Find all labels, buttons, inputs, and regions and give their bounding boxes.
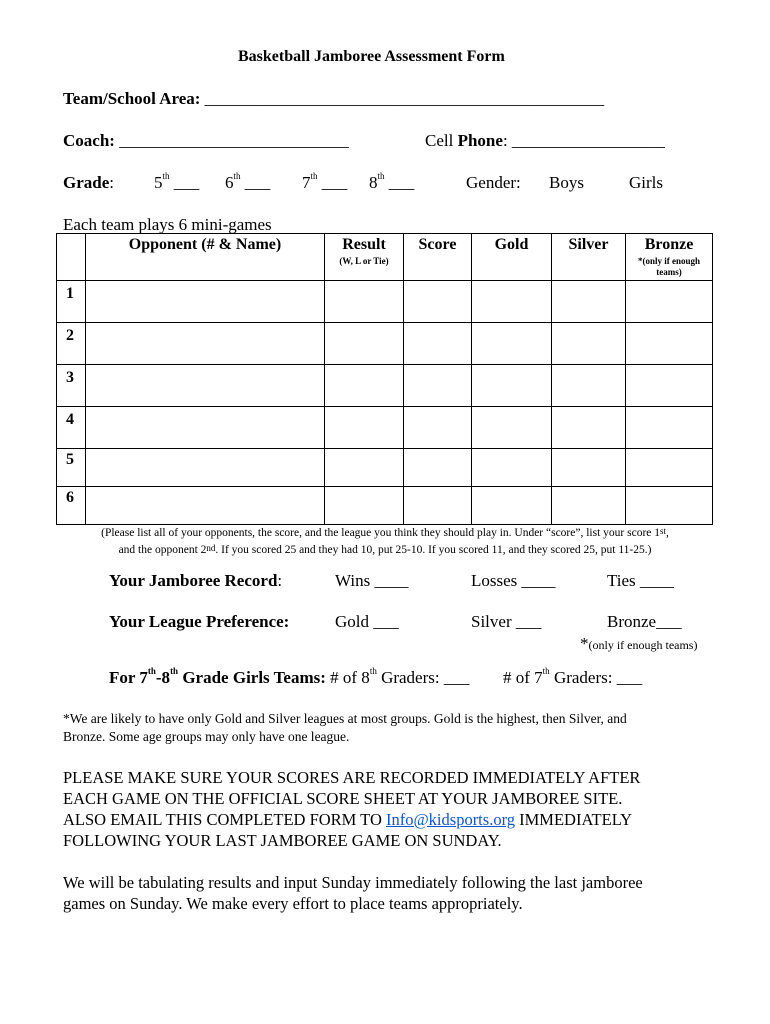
opponent-cell[interactable] (86, 449, 325, 487)
result-cell[interactable] (325, 407, 404, 449)
row-number: 2 (57, 323, 86, 365)
result-cell[interactable] (325, 487, 404, 525)
silver-cell[interactable] (552, 365, 626, 407)
gold-cell[interactable] (472, 281, 552, 323)
result-cell[interactable] (325, 449, 404, 487)
cell-phone-field[interactable] (425, 131, 665, 151)
wins-field[interactable]: Wins ____ (335, 571, 409, 590)
result-cell[interactable] (325, 365, 404, 407)
table-row (57, 449, 713, 487)
table-row (57, 281, 713, 323)
seventh-graders-field[interactable]: # of 7th Graders: ___ (503, 666, 643, 687)
result-cell[interactable] (325, 281, 404, 323)
opponent-cell[interactable] (86, 407, 325, 449)
league-preference-label: Your League Preference: (109, 612, 290, 631)
leagues-note: *We are likely to have only Gold and Silver leagues at most groups. Gold is the highest, then Silver, and Bronze. Some age groups may only have one league. (63, 711, 627, 744)
opponent-cell[interactable] (86, 487, 325, 525)
header-bronze: Bronze *(only if enough teams) (626, 234, 713, 281)
silver-cell[interactable] (552, 323, 626, 365)
grade-option-5th[interactable]: 5th ___ (154, 171, 200, 192)
gold-cell[interactable] (472, 323, 552, 365)
email-link[interactable]: Info@kidsports.org (386, 810, 516, 829)
cell-label: Cell (425, 131, 454, 150)
score-cell[interactable] (404, 281, 472, 323)
table-row (57, 487, 713, 525)
bronze-preference-field[interactable]: Bronze___ (607, 612, 682, 631)
table-row (57, 323, 713, 365)
silver-cell[interactable] (552, 487, 626, 525)
row-number: 4 (57, 407, 86, 449)
coach-field[interactable] (63, 131, 349, 151)
score-cell[interactable] (404, 365, 472, 407)
losses-field[interactable]: Losses ____ (471, 571, 556, 590)
gold-preference-field[interactable]: Gold ___ (335, 612, 399, 631)
closing-paragraph: We will be tabulating results and input Sunday immediately following the last jamboree games on Sunday. We make every effort to place teams appropriately. (63, 873, 643, 913)
girls-teams-line (109, 668, 469, 688)
opponent-cell[interactable] (86, 365, 325, 407)
grade-option-7th[interactable]: 7th ___ (302, 171, 348, 192)
silver-cell[interactable] (552, 449, 626, 487)
score-cell[interactable] (404, 449, 472, 487)
girls-teams-label: For 7th-8th Grade Girls Teams: (109, 666, 326, 687)
gender-label: Gender: (466, 173, 521, 192)
score-cell[interactable] (404, 487, 472, 525)
score-cell[interactable] (404, 407, 472, 449)
bronze-cell[interactable] (626, 365, 713, 407)
bronze-footnote: *(only if enough teams) (580, 634, 698, 653)
gold-cell[interactable] (472, 487, 552, 525)
header-opponent: Opponent (# & Name) (86, 234, 325, 281)
form-title: Basketball Jamboree Assessment Form (238, 48, 505, 65)
gender-option-boys[interactable]: Boys (549, 173, 584, 192)
header-silver: Silver (552, 234, 626, 281)
row-number: 6 (57, 487, 86, 525)
bronze-cell[interactable] (626, 323, 713, 365)
header-bronze-sub: *(only if enough teams) (637, 256, 700, 277)
coach-blank[interactable]: ___________________________ (119, 131, 349, 150)
games-table (56, 233, 713, 525)
bronze-cell[interactable] (626, 281, 713, 323)
phone-label: Phone (457, 131, 503, 150)
team-school-label: Team/School Area: (63, 89, 201, 108)
bronze-cell[interactable] (626, 487, 713, 525)
table-row (57, 407, 713, 449)
ties-field[interactable]: Ties ____ (607, 571, 674, 590)
team-school-blank[interactable]: _______________________________________________ (204, 89, 605, 108)
gold-cell[interactable] (472, 449, 552, 487)
header-score: Score (404, 234, 472, 281)
grade-option-8th[interactable]: 8th ___ (369, 171, 415, 192)
table-row (57, 365, 713, 407)
row-number: 1 (57, 281, 86, 323)
opponent-cell[interactable] (86, 281, 325, 323)
header-gold: Gold (472, 234, 552, 281)
header-row-number (57, 234, 86, 281)
header-result-sub: (W, L or Tie) (339, 256, 389, 266)
opponent-cell[interactable] (86, 323, 325, 365)
header-result: Result (W, L or Tie) (325, 234, 404, 281)
cell-phone-blank[interactable]: __________________ (511, 131, 665, 150)
team-school-field[interactable] (63, 89, 604, 109)
cell-colon: : (502, 131, 508, 150)
gender-option-girls[interactable]: Girls (629, 173, 663, 192)
row-number: 5 (57, 449, 86, 487)
score-reporting-instructions: PLEASE MAKE SURE YOUR SCORES ARE RECORDED IMMEDIATELY AFTER EACH GAME ON THE OFFICIAL SCORE SHEET AT YOUR JAMBOREE SITE. ALSO EMAIL THIS COMPLETED FORM TO Info@kidsports.org IMMEDIATELY FOLLOWING YOUR LAST JAMBOREE GAME ON SUNDAY. (63, 768, 641, 850)
result-cell[interactable] (325, 323, 404, 365)
bronze-cell[interactable] (626, 407, 713, 449)
eighth-graders-field[interactable]: # of 8th Graders: ___ (325, 666, 470, 687)
jamboree-record-label: Your Jamboree Record: (109, 571, 283, 590)
grade-label: Grade: (63, 173, 115, 192)
score-cell[interactable] (404, 323, 472, 365)
gold-cell[interactable] (472, 407, 552, 449)
bronze-cell[interactable] (626, 449, 713, 487)
silver-cell[interactable] (552, 281, 626, 323)
table-header-row (57, 234, 713, 281)
silver-cell[interactable] (552, 407, 626, 449)
row-number: 3 (57, 365, 86, 407)
grade-option-6th[interactable]: 6th ___ (225, 171, 271, 192)
silver-preference-field[interactable]: Silver ___ (471, 612, 542, 631)
coach-label: Coach: (63, 131, 115, 150)
gold-cell[interactable] (472, 365, 552, 407)
table-intro: Each team plays 6 mini-games (63, 215, 272, 234)
table-instructions: (Please list all of your opponents, the score, and the league you think they should play in. Under “score”, list your score 1st, and the opponent 2nd. If you scored 25 and they had 10, put 25-10. If you scored 11, and they scored 25, put 11-25.) (101, 526, 669, 556)
